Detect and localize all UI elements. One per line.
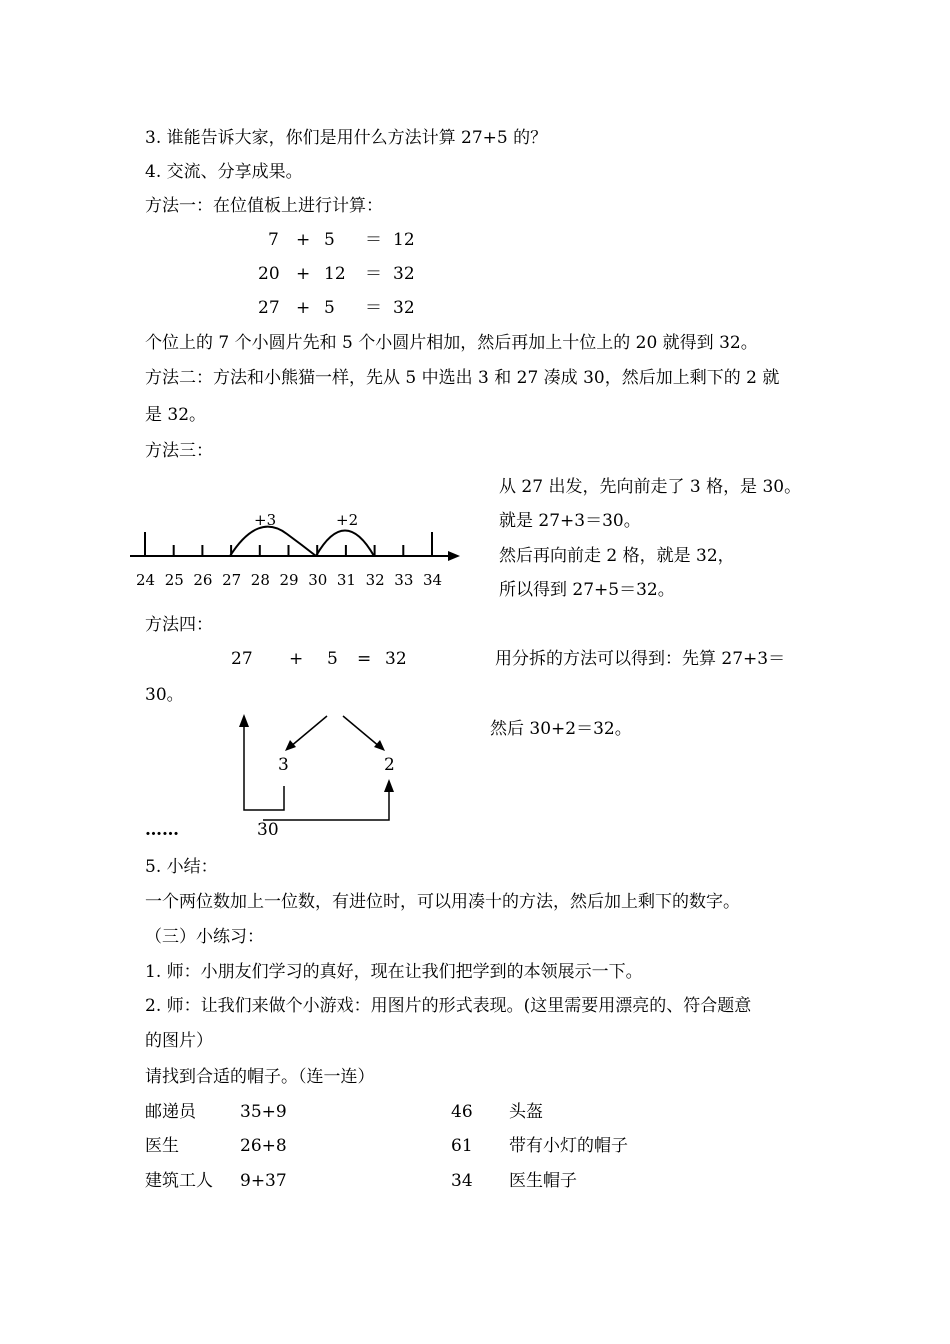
method3-explanation-3: 然后再向前走 2 格，就是 32， [499,546,735,566]
number-line-tick-label: 32 [365,571,385,589]
number-line-tick-label: 30 [308,571,328,589]
method4-explanation-2: 30。 [145,685,184,705]
method3-explanation-4: 所以得到 27+5＝32。 [499,580,675,600]
eq-result: 32 [393,264,415,284]
hop-label-plus2: +2 [336,511,359,529]
match-number: 34 [451,1171,473,1191]
hop-arc-plus2 [316,531,374,557]
eq-op: + [296,264,311,284]
match-job: 邮递员 [145,1102,196,1122]
method3-title: 方法三： [145,441,213,461]
method4-explanation-3: 然后 30+2＝32。 [490,719,632,739]
match-title: 请找到合适的帽子。（连一连） [145,1067,375,1087]
eq-term: 20 [258,264,280,284]
method3-explanation-2: 就是 27+3＝30。 [499,511,641,531]
eq-op: + [296,230,311,250]
method2-line2: 是 32。 [145,405,207,425]
arrowhead-icon [285,740,296,751]
method3-explanation-1: 从 27 出发，先向前走了 3 格，是 30。 [499,477,802,497]
number-line-tick-label: 27 [222,571,242,589]
method2-line1: 方法二：方法和小熊猫一样，先从 5 中选出 3 和 27 凑成 30，然后加上剩下的 2 就 [145,368,780,388]
match-job: 医生 [145,1136,179,1156]
practice-1: 1. 师：小朋友们学习的真好，现在让我们把学到的本领展示一下。 [145,962,643,982]
arrowhead-icon [384,779,394,792]
ellipsis: …… [145,820,179,840]
eq-term: 5 [324,230,335,250]
eq-term: 12 [324,264,346,284]
eq-result: 32 [393,298,415,318]
split-equation [0,648,950,670]
method4-explanation-1: 用分拆的方法可以得到：先算 27+3＝ [495,649,786,669]
match-hat: 带有小灯的帽子 [509,1136,628,1156]
eq-op: + [296,298,311,318]
hop-arc-plus3 [230,527,316,556]
equation-row [0,229,950,251]
hop-label-plus3: +3 [254,511,277,529]
split-op: + [289,649,304,669]
method1-title: 方法一：在位值板上进行计算： [145,196,383,216]
method4-title: 方法四： [145,615,213,635]
split-part-right: 2 [384,755,395,775]
number-line-tick-label: 26 [193,571,213,589]
match-job: 建筑工人 [145,1171,213,1191]
match-number: 46 [451,1102,473,1122]
split-equals: = [357,649,372,669]
number-line-tick-label: 29 [279,571,299,589]
split-combined: 30 [257,820,279,840]
match-expression: 35+9 [240,1102,287,1122]
equation-row [0,297,950,319]
match-number: 61 [451,1136,473,1156]
match-expression: 26+8 [240,1136,287,1156]
practice-2-line1: 2. 师：让我们来做个小游戏：用图片的形式表现。(这里需要用漂亮的、符合题意 [145,996,752,1016]
question-4: 4. 交流、分享成果。 [145,162,303,182]
method1-description: 个位上的 7 个小圆片先和 5 个小圆片相加，然后再加上十位上的 20 就得到 32。 [145,333,758,353]
section-practice: （三）小练习： [145,927,264,947]
split-part-left: 3 [278,755,289,775]
number-line-arrowhead [448,551,460,561]
eq-result: 12 [393,230,415,250]
number-line-tick-label: 33 [394,571,414,589]
practice-2-line2: 的图片） [145,1031,213,1051]
split-result: 32 [385,649,407,669]
match-hat: 头盔 [509,1102,543,1122]
eq-equals: ＝ [365,230,382,250]
question-5: 5. 小结： [145,857,218,877]
eq-equals: ＝ [365,264,382,284]
eq-equals: ＝ [365,298,382,318]
number-line-tick-label: 31 [336,571,356,589]
eq-term: 5 [324,298,335,318]
match-hat: 医生帽子 [509,1171,577,1191]
combine-path-right [263,788,389,820]
split-arrow-right [343,716,380,747]
equation-row [0,263,950,285]
arrowhead-icon [374,740,385,751]
number-line-tick-label: 28 [250,571,270,589]
match-expression: 9+37 [240,1171,287,1191]
split-arrow-left [290,716,327,747]
number-line-tick-label: 24 [136,571,156,589]
number-line-tick-label: 34 [423,571,443,589]
eq-term: 7 [268,230,279,250]
eq-term: 27 [258,298,280,318]
arrowhead-icon [239,714,249,727]
split-term: 5 [327,649,338,669]
summary: 一个两位数加上一位数，有进位时，可以用凑十的方法，然后加上剩下的数字。 [145,892,740,912]
number-line-tick-label: 25 [164,571,184,589]
question-3: 3. 谁能告诉大家，你们是用什么方法计算 27+5 的？ [145,128,548,148]
split-term: 27 [231,649,253,669]
